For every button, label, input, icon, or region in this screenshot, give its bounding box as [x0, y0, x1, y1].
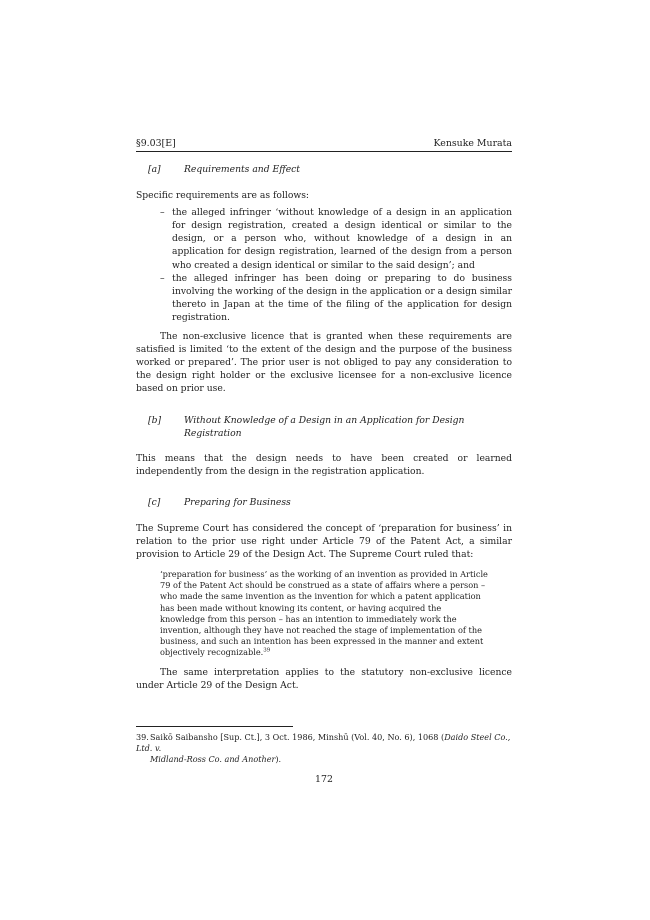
section-number: [a]	[148, 164, 161, 175]
list-item: – the alleged infringer ‘without knowledge of a design in an application for design registration, created a design identical or similar to the design, or a person who, without knowledge of a design in an application for design registration, learned of the design from a person who created a design identical or similar to the said design’; and	[160, 207, 512, 271]
section-title: Preparing for Business	[184, 496, 291, 508]
section-title: Requirements and Effect	[184, 164, 301, 175]
footnote-reference[interactable]: 39	[263, 647, 271, 654]
section-heading-c	[136, 496, 512, 509]
independent-creation-paragraph: This means that the design needs to have been created or learned independently from the design in the registration application.	[136, 452, 512, 477]
list-item: – the alleged infringer has been doing or preparing to do business involving the working of the design in the application or a design similar thereto in Japan at the time of the filing of the application for design registration.	[160, 272, 512, 323]
section-reference: §9.03[E]	[136, 138, 176, 149]
running-header	[136, 138, 512, 152]
section-number: [b]	[148, 414, 162, 426]
section-number: [c]	[148, 496, 161, 508]
case-name: Daido Steel Co., Ltd. v.	[136, 732, 511, 753]
block-quote: ‘preparation for business’ as the working of an invention as provided in Article 79 of the Patent Act should be construed as a state of affairs where a person – who made the same invention as the invention for which a patent application has been made without knowing its content, or having acquired the knowledge from this person – has an intention to immediately work the invention, although they have not reached the stage of implementation of the business, and such an intention has been expressed in the manner and extent objectively recognizable.$^{39}$	[160, 569, 488, 657]
footnote: 39.Saikō Saibansho [Sup. Ct.], 3 Oct. 1986, Minshū (Vol. 40, No. 6), 1068 (Daido Steel Co., Ltd. v. Midland-Ross Co. and Another).	[136, 732, 511, 764]
page-number: 172	[315, 774, 333, 785]
page-body	[136, 163, 512, 692]
supreme-court-paragraph: The Supreme Court has considered the concept of ‘preparation for business’ in relation to the prior use right under Article 79 of the Patent Act, a similar provision to Article 29 of the Design Act. The Supreme Court ruled that:	[136, 522, 512, 561]
section-title: Without Knowledge of a Design in an Application for Design Registration	[184, 414, 465, 439]
section-heading-a	[136, 163, 512, 176]
list-item-text: the alleged infringer ‘without knowledge of a design in an application for design registration, created a design identical or similar to the design, or a person who, without knowledge of a design in an application for design registration, learned of the design from a person who created a design identical or similar to the said design’; and	[172, 207, 512, 271]
footnote-divider	[136, 726, 293, 727]
case-name-continued: Midland-Ross Co. and Another	[150, 753, 276, 764]
licence-paragraph: The non-exclusive licence that is granted when these requirements are satisfied is limited ‘to the extent of the design and the purpose of the business worked or prepared’. The prior user is not obliged to pay any consideration to the design right holder or the exclusive licensee for a non-exclusive licence based on prior use.	[136, 331, 512, 395]
intro-paragraph: Specific requirements are as follows:	[136, 190, 310, 202]
closing-paragraph: The same interpretation applies to the statutory non-exclusive licence under Article 29 of the Design Act.	[136, 667, 512, 692]
footnote-number: 39.	[136, 732, 149, 742]
author-name: Kensuke Murata	[433, 138, 512, 149]
list-item-text: the alleged infringer has been doing or preparing to do business involving the working of the design in the application or a design similar thereto in Japan at the time of the filing of the application for design registration.	[172, 272, 512, 323]
footnote-text: Saikō Saibansho [Sup. Ct.], 3 Oct. 1986, Minshū (Vol. 40, No. 6), 1068 (	[150, 732, 445, 742]
section-heading-b	[136, 414, 512, 440]
requirements-list	[136, 206, 512, 324]
